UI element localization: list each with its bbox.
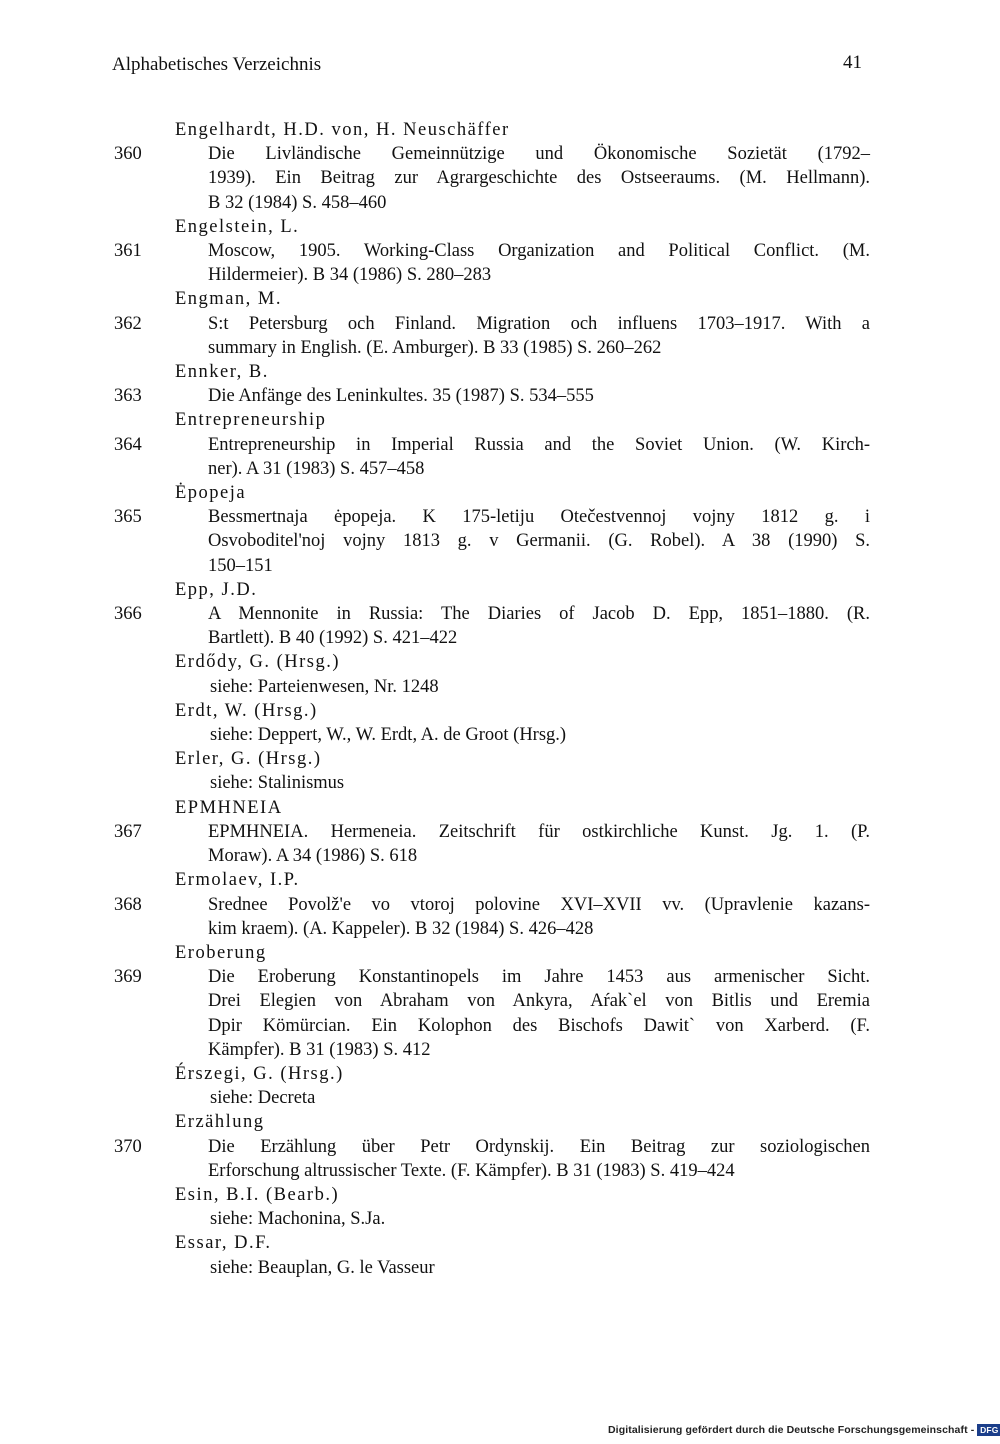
entry-heading: Engman, M. [175, 289, 282, 310]
entry-number: 369 [114, 967, 142, 988]
index-entry [0, 408, 1000, 481]
index-entry [0, 578, 1000, 651]
entry-text-line: Erforschung altrussischer Texte. (F. Kämpfer). B 31 (1983) S. 419–424 [208, 1160, 735, 1181]
index-entry [0, 650, 1000, 698]
entry-text-line: kim kraem). (A. Kappeler). B 32 (1984) S. 426–428 [208, 918, 594, 939]
entry-text-line: Bartlett). B 40 (1992) S. 421–422 [208, 628, 458, 649]
entry-body [0, 505, 1000, 578]
index-entry [0, 1062, 1000, 1110]
index-entry [0, 796, 1000, 869]
entry-text-line: Kämpfer). B 31 (1983) S. 412 [208, 1039, 431, 1060]
entry-number: 366 [114, 604, 142, 625]
entry-heading: Ermolaev, I.P. [175, 870, 300, 891]
index-entry [0, 287, 1000, 360]
entry-heading: Ėpopeja [175, 483, 247, 504]
entry-number: 364 [114, 434, 142, 455]
entry-text-line: S:t Petersburg och Finland. Migration och influens 1703–1917. With a [208, 313, 870, 334]
entry-heading: Ennker, B. [175, 362, 269, 383]
entry-number: 367 [114, 821, 142, 842]
index-entry [0, 941, 1000, 1062]
entry-text-line: Moraw). A 34 (1986) S. 618 [208, 846, 418, 867]
entry-heading: Epp, J.D. [175, 579, 258, 600]
entry-text-line: Entrepreneurship in Imperial Russia and the Soviet Union. (W. Kirch- [208, 434, 870, 455]
entry-heading: Erzählung [175, 1112, 265, 1133]
entry-text-line: Osvoboditel'noj vojny 1813 g. v Germanii. (G. Robel). A 38 (1990) S. [208, 531, 870, 552]
entry-body [0, 820, 1000, 868]
entry-body [0, 142, 1000, 215]
entry-number: 360 [114, 144, 142, 165]
entry-text-line: 150–151 [208, 555, 273, 576]
entry-body [0, 239, 1000, 287]
index-entry [0, 747, 1000, 795]
entry-heading: Erler, G. (Hrsg.) [175, 749, 322, 770]
entry-text-line: Bessmertnaja ėpopeja. K 175-letiju Otečestvennoj vojny 1812 g. i [208, 507, 870, 528]
entry-text-line: Moscow, 1905. Working-Class Organization and Political Conflict. (M. [208, 241, 870, 262]
see-reference: siehe: Parteienwesen, Nr. 1248 [210, 676, 439, 697]
entry-body [0, 965, 1000, 1062]
entry-text-line: A Mennonite in Russia: The Diaries of Jacob D. Epp, 1851–1880. (R. [208, 604, 870, 625]
entry-number: 362 [114, 313, 142, 334]
entry-text-line: Hildermeier). B 34 (1986) S. 280–283 [208, 265, 492, 286]
entry-heading: EPMHNEIA [175, 797, 283, 818]
entry-heading: Essar, D.F. [175, 1233, 272, 1254]
index-entry [0, 1110, 1000, 1183]
index-entry [0, 1231, 1000, 1279]
entry-text-line: Srednee Povolž'e vo vtoroj polovine XVI–XVII vv. (Upravlenie kazans- [208, 894, 870, 915]
see-reference: siehe: Decreta [210, 1088, 316, 1109]
entry-text-line: Die Eroberung Konstantinopels im Jahre 1453 aus armenischer Sicht. [208, 967, 870, 988]
entry-body [0, 312, 1000, 360]
entry-heading: Erdt, W. (Hrsg.) [175, 700, 318, 721]
entry-text-line: ner). A 31 (1983) S. 457–458 [208, 458, 425, 479]
entry-text-line: Die Anfänge des Leninkultes. 35 (1987) S. 534–555 [208, 386, 594, 407]
see-reference: siehe: Stalinismus [210, 773, 345, 794]
entry-text-line: EPMHNEIA. Hermeneia. Zeitschrift für ostkirchliche Kunst. Jg. 1. (P. [208, 821, 870, 842]
entry-text-line: B 32 (1984) S. 458–460 [208, 192, 387, 213]
footer-text: Digitalisierung gefördert durch die Deutsche Forschungsgemeinschaft - [608, 1424, 975, 1436]
entry-heading: Erdődy, G. (Hrsg.) [175, 652, 341, 673]
digitization-footer [608, 1424, 1000, 1436]
entry-number: 368 [114, 894, 142, 915]
entry-number: 361 [114, 241, 142, 262]
entry-heading: Esin, B.I. (Bearb.) [175, 1184, 340, 1205]
entry-heading: Engelstein, L. [175, 216, 300, 237]
see-reference: siehe: Deppert, W., W. Erdt, A. de Groot (Hrsg.) [210, 725, 567, 746]
entry-heading: Eroberung [175, 942, 267, 963]
entry-text-line: 1939). Ein Beitrag zur Agrargeschichte des Ostseeraums. (M. Hellmann). [208, 168, 870, 189]
entry-body [0, 384, 1000, 408]
entry-heading: Érszegi, G. (Hrsg.) [175, 1063, 344, 1084]
see-reference: siehe: Machonina, S.Ja. [210, 1209, 386, 1230]
entry-heading: Entrepreneurship [175, 410, 327, 431]
entry-text-line: Dpir Kömürcian. Ein Kolophon des Bischofs Dawit` von Xarberd. (F. [208, 1015, 870, 1036]
entry-text-line: summary in English. (E. Amburger). B 33 (1985) S. 260–262 [208, 337, 662, 358]
entry-text-line: Drei Elegien von Abraham von Ankyra, Aŕak`el von Bitlis und Eremia [208, 991, 870, 1012]
entry-text-line: Die Livländische Gemeinnützige und Ökonomische Sozietät (1792– [208, 144, 870, 165]
entry-body [0, 893, 1000, 941]
entry-number: 370 [114, 1136, 142, 1157]
entry-body [0, 602, 1000, 650]
index-entry [0, 118, 1000, 215]
see-reference: siehe: Beauplan, G. le Vasseur [210, 1257, 435, 1278]
index-entries [0, 118, 1000, 1280]
index-entry [0, 215, 1000, 288]
entry-number: 363 [114, 386, 142, 407]
running-header: Alphabetisches Verzeichnis [112, 54, 322, 75]
dfg-logo: DFG [977, 1424, 1000, 1436]
index-entry [0, 868, 1000, 941]
entry-body [0, 1135, 1000, 1183]
entry-body [0, 433, 1000, 481]
entry-text-line: Die Erzählung über Petr Ordynskij. Ein Beitrag zur soziologischen [208, 1136, 870, 1157]
entry-number: 365 [114, 507, 142, 528]
index-entry [0, 699, 1000, 747]
entry-heading: Engelhardt, H.D. von, H. Neuschäffer [175, 120, 510, 140]
index-entry [0, 1183, 1000, 1231]
index-entry [0, 360, 1000, 408]
index-entry [0, 481, 1000, 578]
page-number: 41 [843, 52, 862, 73]
